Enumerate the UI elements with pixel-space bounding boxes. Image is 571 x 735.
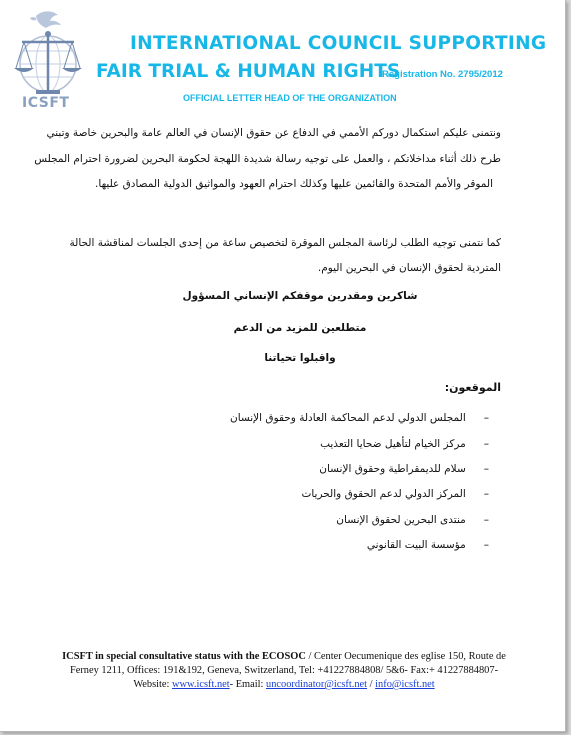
signatory-name: المركز الدولي لدعم الحقوق والحريات <box>301 488 466 500</box>
bullet-dash: – <box>483 488 489 500</box>
footer-status: ICSFT in special consultative status with the ECOSOC <box>62 651 306 662</box>
body-paragraph-line: الموقر والأمم المتحدة والقائمين عليها وكذلك احترام العهود والمواثيق الدولية المصادق عليها. <box>95 178 493 190</box>
closing-line: متطلعين للمزيد من الدعم <box>233 322 367 334</box>
registration-number: Registration No. 2795/2012 <box>382 69 503 80</box>
bullet-dash: – <box>483 463 489 475</box>
signatory-item <box>367 539 489 551</box>
bullet-dash: – <box>483 539 489 551</box>
organization-name-line2: FAIR TRIAL & HUMAN RIGHTS <box>96 61 401 82</box>
bullet-dash: – <box>483 412 489 424</box>
organization-name-line1: INTERNATIONAL COUNCIL SUPPORTING <box>130 33 547 54</box>
bullet-dash: – <box>483 438 489 450</box>
signatory-name: المجلس الدولي لدعم المحاكمة العادلة وحقوق الإنسان <box>229 412 466 424</box>
signatory-name: سلام للديمقراطية وحقوق الإنسان <box>319 463 466 475</box>
email-link-coordinator[interactable]: uncoordinator@icsft.net <box>266 679 368 690</box>
signatory-name: مركز الخيام لتأهيل ضحايا التعذيب <box>320 438 466 450</box>
signatory-name: مؤسسة البيت القانوني <box>366 539 466 551</box>
footer-address: / Center Oecumenique des eglise 150, Route de Ferney 1211, Offices: 191&192, Geneva, Switzerland, Tel: +41227884808/ 5&6- Fax:+ 41227884807- Website: <box>69 651 506 690</box>
bullet-dash: – <box>483 514 489 526</box>
body-paragraph-line: طرح ذلك أثناء مداخلاتكم ، والعمل على توجيه رسالة شديدة اللهجة لحكومة البحرين لضرورة احترام المجلس <box>34 153 501 165</box>
signatory-item <box>230 412 489 424</box>
website-link[interactable]: www.icsft.net <box>172 679 230 690</box>
signatory-item <box>301 488 489 500</box>
letterhead-subtitle: OFFICIAL LETTER HEAD OF THE ORGANIZATION <box>183 93 397 103</box>
email-link-info[interactable]: info@icsft.net <box>375 679 435 690</box>
body-paragraph-line: كما نتمنى توجيه الطلب لرئاسة المجلس الموقرة لتخصيص ساعة من إحدى الجلسات لمناقشة الحالة <box>69 237 501 249</box>
closing-line: شاكرين ومقدرين موقفكم الإنساني المسؤول <box>182 290 418 302</box>
signatory-item <box>319 463 489 475</box>
signatories-heading: الموقعون: <box>444 381 501 394</box>
body-paragraph-line: المتردية لحقوق الإنسان في البحرين اليوم. <box>317 262 501 274</box>
footer-separator: / <box>367 679 376 690</box>
closing-line: واقبلوا تحياتنا <box>264 352 336 364</box>
footer-email-label: - Email: <box>229 679 267 690</box>
signatory-item <box>320 438 489 450</box>
logo-acronym: ICSFT <box>22 95 70 111</box>
signatory-item <box>336 514 489 526</box>
signatory-name: منتدى البحرين لحقوق الإنسان <box>336 514 466 526</box>
body-paragraph-line: ونتمنى عليكم استكمال دوركم الأممي في الدفاع عن حقوق الإنسان في العالم عامة والبحرين خاصة وتبني <box>46 127 501 139</box>
footer-contact <box>62 650 506 692</box>
